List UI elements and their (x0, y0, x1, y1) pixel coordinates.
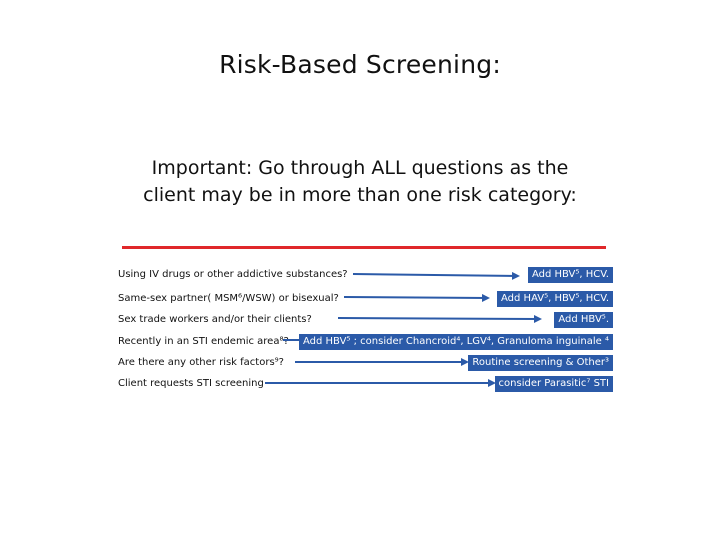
action-endemic-area: Add HBV⁵ ; consider Chancroid⁴, LGV⁴, Granuloma inguinale ⁴ (299, 334, 613, 350)
question-other-risk-factors: Are there any other risk factors⁹? (118, 357, 284, 368)
slide-title: Risk-Based Screening: (219, 50, 501, 79)
action-sex-trade: Add HBV⁵. (554, 312, 613, 328)
question-sex-trade: Sex trade workers and/or their clients? (118, 314, 312, 325)
action-same-sex-partner: Add HAV⁵, HBV⁵, HCV. (497, 291, 613, 307)
arrow-sex-trade (338, 318, 540, 319)
action-other-risk-factors: Routine screening & Other³ (468, 355, 613, 371)
question-client-requests: Client requests STI screening (118, 378, 264, 389)
arrow-iv-drugs (353, 274, 518, 276)
question-endemic-area: Recently in an STI endemic area⁸? (118, 336, 289, 347)
action-client-requests: consider Parasitic⁷ STI (495, 376, 613, 392)
action-iv-drugs: Add HBV⁵, HCV. (528, 267, 613, 283)
red-divider (122, 246, 606, 249)
question-same-sex-partner: Same-sex partner( MSM⁶/WSW) or bisexual? (118, 293, 339, 304)
slide-subtitle: Important: Go through ALL questions as the client may be in more than one risk category: (143, 157, 577, 206)
question-iv-drugs: Using IV drugs or other addictive substances? (118, 269, 348, 280)
arrow-same-sex-partner (344, 297, 488, 298)
